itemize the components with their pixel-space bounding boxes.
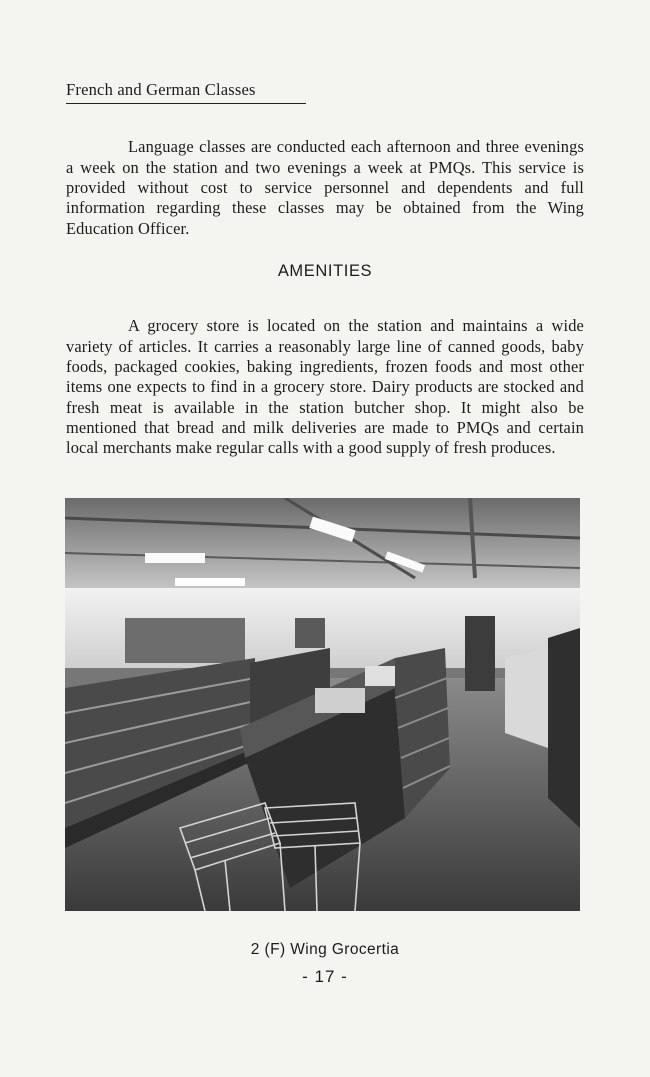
page-number: - 17 - (302, 967, 348, 986)
amenities-heading: AMENITIES (277, 262, 373, 280)
grocery-store-photo (65, 498, 580, 911)
photo-caption: 2 (F) Wing Grocertia (250, 941, 400, 958)
classes-paragraph: Language classes are conducted each afternoon and three evenings a week on the station and two evenings a week at PMQs. This service is provided without cost to service personnel and dependents and full information regarding these classes may be obtained from the Wing Education Officer. (66, 137, 584, 238)
section-heading: French and German Classes (66, 80, 306, 104)
grocery-paragraph: A grocery store is located on the station and maintains a wide variety of articles. It carries a reasonably large line of canned goods, baby foods, packaged cookies, baking ingredients, frozen foods and most other items one expects to find in a grocery store. Dairy products are stocked and fresh meat is available in the station butcher shop. It might also be mentioned that bread and milk deliveries are made to PMQs and certain local merchants make regular calls with a good supply of fresh produces. (66, 316, 584, 458)
